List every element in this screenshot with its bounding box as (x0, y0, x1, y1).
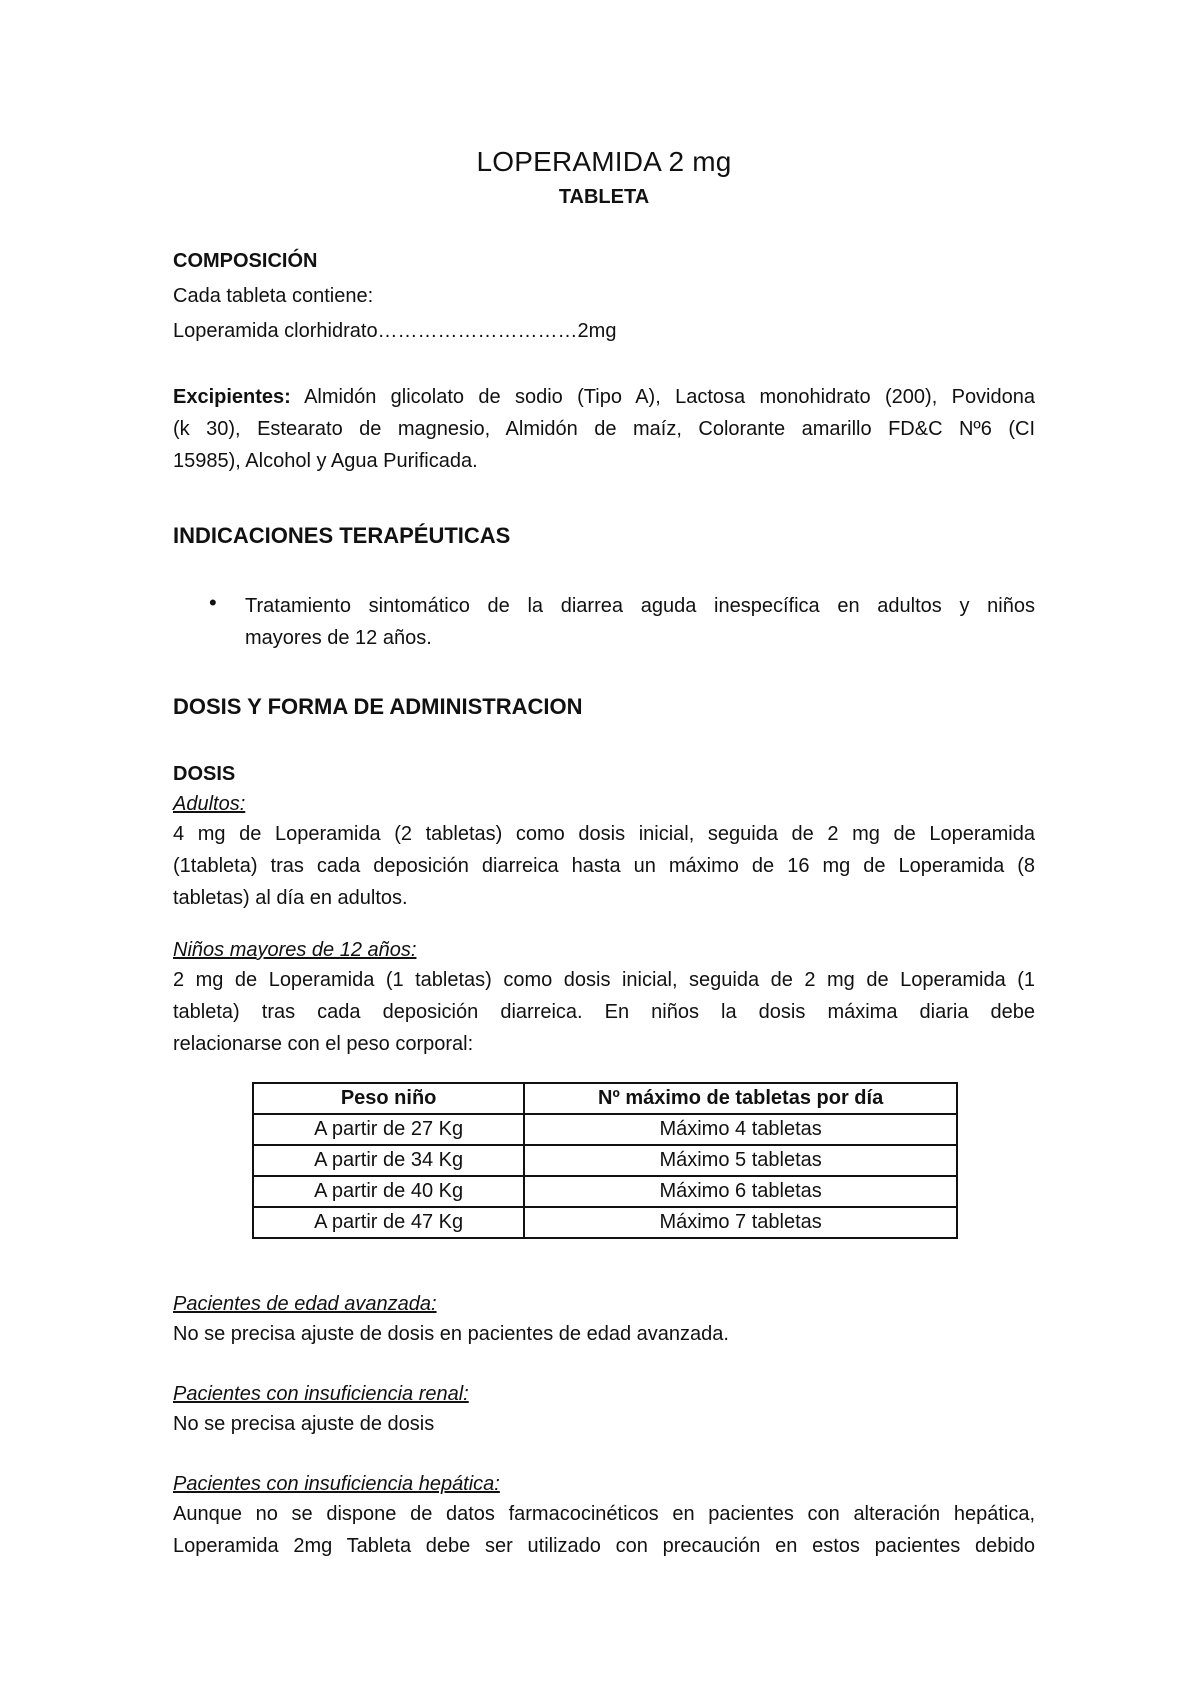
composicion-ingredient: Loperamida clorhidrato…………………………2mg (173, 320, 617, 342)
ninos-paragraph (173, 964, 1035, 1060)
dose-table (252, 1082, 958, 1239)
table-row (253, 1145, 957, 1176)
excipientes-line-2: (k 30), Estearato de magnesio, Almidón de maíz, Colorante amarillo FD&C Nº6 (CI (173, 418, 1035, 440)
excipientes-paragraph (173, 381, 1035, 477)
table-cell: A partir de 47 Kg (253, 1207, 524, 1238)
table-row (253, 1176, 957, 1207)
dosis-subheading: DOSIS (173, 763, 236, 785)
table-header-cell: Peso niño (253, 1083, 524, 1114)
hepatica-paragraph (173, 1498, 1035, 1562)
dosis-forma-heading: DOSIS Y FORMA DE ADMINISTRACION (173, 694, 583, 719)
indicaciones-bullet-text (245, 590, 1035, 654)
excipientes-label: Excipientes: (173, 386, 291, 408)
excipientes-line-1: Almidón glicolato de sodio (Tipo A), Lactosa monohidrato (200), Povidona (290, 386, 1035, 408)
adultos-line-2: (1tableta) tras cada deposición diarreica hasta un máximo de 16 mg de Loperamida (8 (173, 855, 1035, 877)
table-cell: Máximo 4 tabletas (524, 1114, 957, 1145)
hepatica-line-1: Aunque no se dispone de datos farmacocinéticos en pacientes con alteración hepática, (173, 1503, 1035, 1525)
indicaciones-line-2: mayores de 12 años. (245, 627, 432, 649)
table-cell: Máximo 5 tabletas (524, 1145, 957, 1176)
edad-avanzada-text: No se precisa ajuste de dosis en pacientes de edad avanzada. (173, 1323, 729, 1345)
table-cell: Máximo 6 tabletas (524, 1176, 957, 1207)
table-header-row (253, 1083, 957, 1114)
adultos-line-3: tabletas) al día en adultos. (173, 887, 408, 909)
indicaciones-heading: INDICACIONES TERAPÉUTICAS (173, 523, 511, 548)
ninos-line-3: relacionarse con el peso corporal: (173, 1033, 474, 1055)
indicaciones-line-1: Tratamiento sintomático de la diarrea aguda inespecífica en adultos y niños (245, 595, 1035, 617)
table-header-cell: Nº máximo de tabletas por día (524, 1083, 957, 1114)
table-cell: A partir de 40 Kg (253, 1176, 524, 1207)
bullet-icon: • (209, 590, 217, 615)
table-row (253, 1207, 957, 1238)
hepatica-label: Pacientes con insuficiencia hepática: (173, 1473, 500, 1495)
table-row (253, 1114, 957, 1145)
adultos-paragraph (173, 818, 1035, 914)
table-cell: A partir de 27 Kg (253, 1114, 524, 1145)
composicion-heading: COMPOSICIÓN (173, 250, 318, 272)
hepatica-line-2: Loperamida 2mg Tableta debe ser utilizado con precaución en estos pacientes debido (173, 1535, 1035, 1557)
document-title: LOPERAMIDA 2 mg (476, 146, 732, 177)
table-cell: A partir de 34 Kg (253, 1145, 524, 1176)
excipientes-line-3: 15985), Alcohol y Agua Purificada. (173, 450, 478, 472)
table-cell: Máximo 7 tabletas (524, 1207, 957, 1238)
ninos-label: Niños mayores de 12 años: (173, 939, 417, 961)
ninos-line-1: 2 mg de Loperamida (1 tabletas) como dosis inicial, seguida de 2 mg de Loperamida (1 (173, 969, 1035, 991)
ninos-line-2: tableta) tras cada deposición diarreica. En niños la dosis máxima diaria debe (173, 1001, 1035, 1023)
adultos-line-1: 4 mg de Loperamida (2 tabletas) como dosis inicial, seguida de 2 mg de Loperamida (173, 823, 1035, 845)
edad-avanzada-label: Pacientes de edad avanzada: (173, 1293, 437, 1315)
document-subtitle: TABLETA (558, 186, 650, 208)
renal-label: Pacientes con insuficiencia renal: (173, 1383, 469, 1405)
renal-text: No se precisa ajuste de dosis (173, 1413, 435, 1435)
composicion-intro: Cada tableta contiene: (173, 285, 374, 307)
adultos-label: Adultos: (173, 793, 246, 815)
